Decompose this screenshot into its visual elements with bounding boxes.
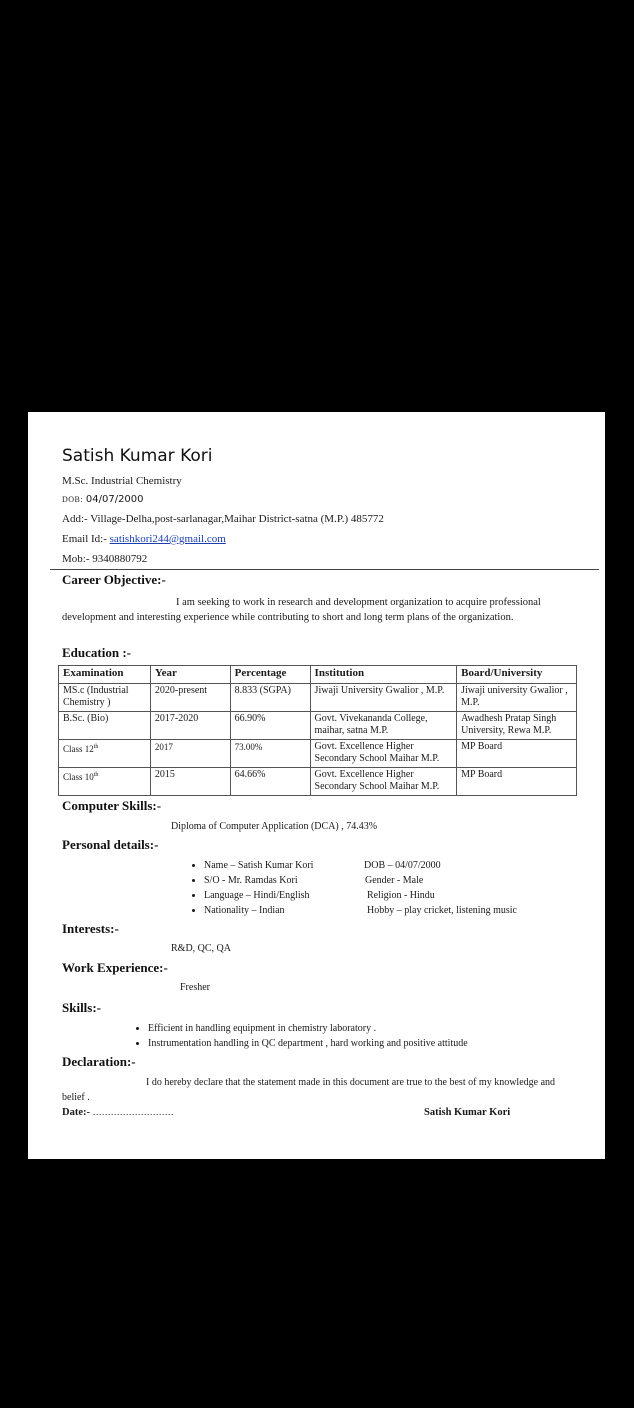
table-row: [59, 768, 577, 796]
list-item: • Instrumentation handling in QC department , hard working and positive attitude: [148, 1036, 468, 1051]
cell-year: 2020-present: [150, 684, 230, 712]
cell-year: 2017-2020: [150, 712, 230, 740]
cell-pct: 64.66%: [230, 768, 310, 796]
date-label: Date:-: [62, 1107, 90, 1118]
exam-sup: th: [93, 744, 99, 750]
computer-skills-heading: Computer Skills:-: [62, 798, 162, 813]
col-percentage: Percentage: [230, 666, 310, 684]
cell-board: MP Board: [457, 768, 577, 796]
email-line: [62, 533, 226, 545]
cell-inst: Govt. Excellence Higher Secondary School Maihar M.P.: [310, 740, 457, 768]
computer-skills-text: Diploma of Computer Application (DCA) , 74.43%: [171, 821, 378, 832]
list-item: • S/O - Mr. Ramdas Kori: [204, 873, 313, 888]
cell-year: 2015: [150, 768, 230, 796]
cell-board: Awadhesh Pratap Singh University, Rewa M.P.: [457, 712, 577, 740]
list-item: • Nationality – Indian: [204, 903, 313, 918]
cell-board: Jiwaji university Gwalior , M.P.: [457, 684, 577, 712]
list-item: DOB – 04/07/2000: [364, 860, 441, 871]
table-header-row: [59, 666, 577, 684]
exam-text: Class 12: [63, 744, 94, 754]
cell-exam: B.Sc. (Bio): [59, 712, 151, 740]
list-item: Hobby – play cricket, listening music: [367, 905, 517, 916]
list-item: • Name – Satish Kumar Kori: [204, 858, 313, 873]
col-examination: Examination: [59, 666, 151, 684]
dob-line: [62, 493, 144, 505]
declaration-heading: Declaration:-: [62, 1054, 136, 1069]
exam-text: Class 10: [63, 772, 94, 782]
list-item: Religion - Hindu: [367, 890, 435, 901]
interests-heading: Interests:-: [62, 921, 119, 936]
mobile: Mob:- 9340880792: [62, 553, 148, 565]
table-row: [59, 740, 577, 768]
table-row: [59, 684, 577, 712]
cell-pct: 8.833 (SGPA): [230, 684, 310, 712]
cell-year: 2017: [150, 740, 230, 768]
resume-page: [28, 412, 605, 1159]
cell-exam: MS.c (Industrial Chemistry ): [59, 684, 151, 712]
list-item: • Language – Hindi/English: [204, 888, 313, 903]
address: Add:- Village-Delha,post-sarlanagar,Maihar District-satna (M.P.) 485772: [62, 513, 384, 525]
personal-heading: Personal details:-: [62, 837, 159, 852]
list-item: • Efficient in handling equipment in chemistry laboratory .: [148, 1021, 468, 1036]
email-label: Email Id:-: [62, 533, 107, 545]
work-text: Fresher: [180, 982, 210, 993]
signature-name: Satish Kumar Kori: [424, 1107, 511, 1118]
cell-pct: 66.90%: [230, 712, 310, 740]
table-row: [59, 712, 577, 740]
cell-pct: 73.00%: [230, 740, 310, 768]
col-year: Year: [150, 666, 230, 684]
degree: M.Sc. Industrial Chemistry: [62, 475, 182, 487]
personal-left-list: [188, 858, 313, 918]
date-value: ………………………: [92, 1107, 174, 1117]
col-board: Board/University: [457, 666, 577, 684]
cell-inst: Govt. Vivekananda College, maihar, satna M.P.: [310, 712, 457, 740]
career-heading: Career Objective:-: [62, 572, 166, 587]
cell-board: MP Board: [457, 740, 577, 768]
skills-list: [132, 1021, 468, 1051]
work-heading: Work Experience:-: [62, 960, 168, 975]
cell-inst: Govt. Excellence Higher Secondary School Maihar M.P.: [310, 768, 457, 796]
skills-heading: Skills:-: [62, 1000, 102, 1015]
interests-text: R&D, QC, QA: [171, 943, 232, 954]
career-text: I am seeking to work in research and development organization to acquire professional development and interesting experience while contributing to short and long term plans of the organization.: [62, 597, 541, 623]
date-line: [62, 1107, 174, 1118]
education-heading: Education :-: [62, 645, 131, 660]
cell-exam: [59, 768, 151, 796]
declaration-text: I do hereby declare that the statement made in this document are true to the best of my knowledge and belief .: [62, 1077, 556, 1103]
cell-exam: [59, 740, 151, 768]
col-institution: Institution: [310, 666, 457, 684]
exam-sup: th: [93, 772, 99, 778]
candidate-name: Satish Kumar Kori: [62, 446, 213, 466]
dob-label: DOB:: [62, 495, 84, 504]
dob-value: 04/07/2000: [85, 494, 144, 505]
divider: [50, 569, 599, 570]
cell-inst: Jiwaji University Gwalior , M.P.: [310, 684, 457, 712]
education-table: [58, 665, 577, 796]
list-item: Gender - Male: [365, 875, 424, 886]
email-link[interactable]: satishkori244@gmail.com: [109, 533, 226, 545]
personal-right-list: [364, 858, 517, 918]
